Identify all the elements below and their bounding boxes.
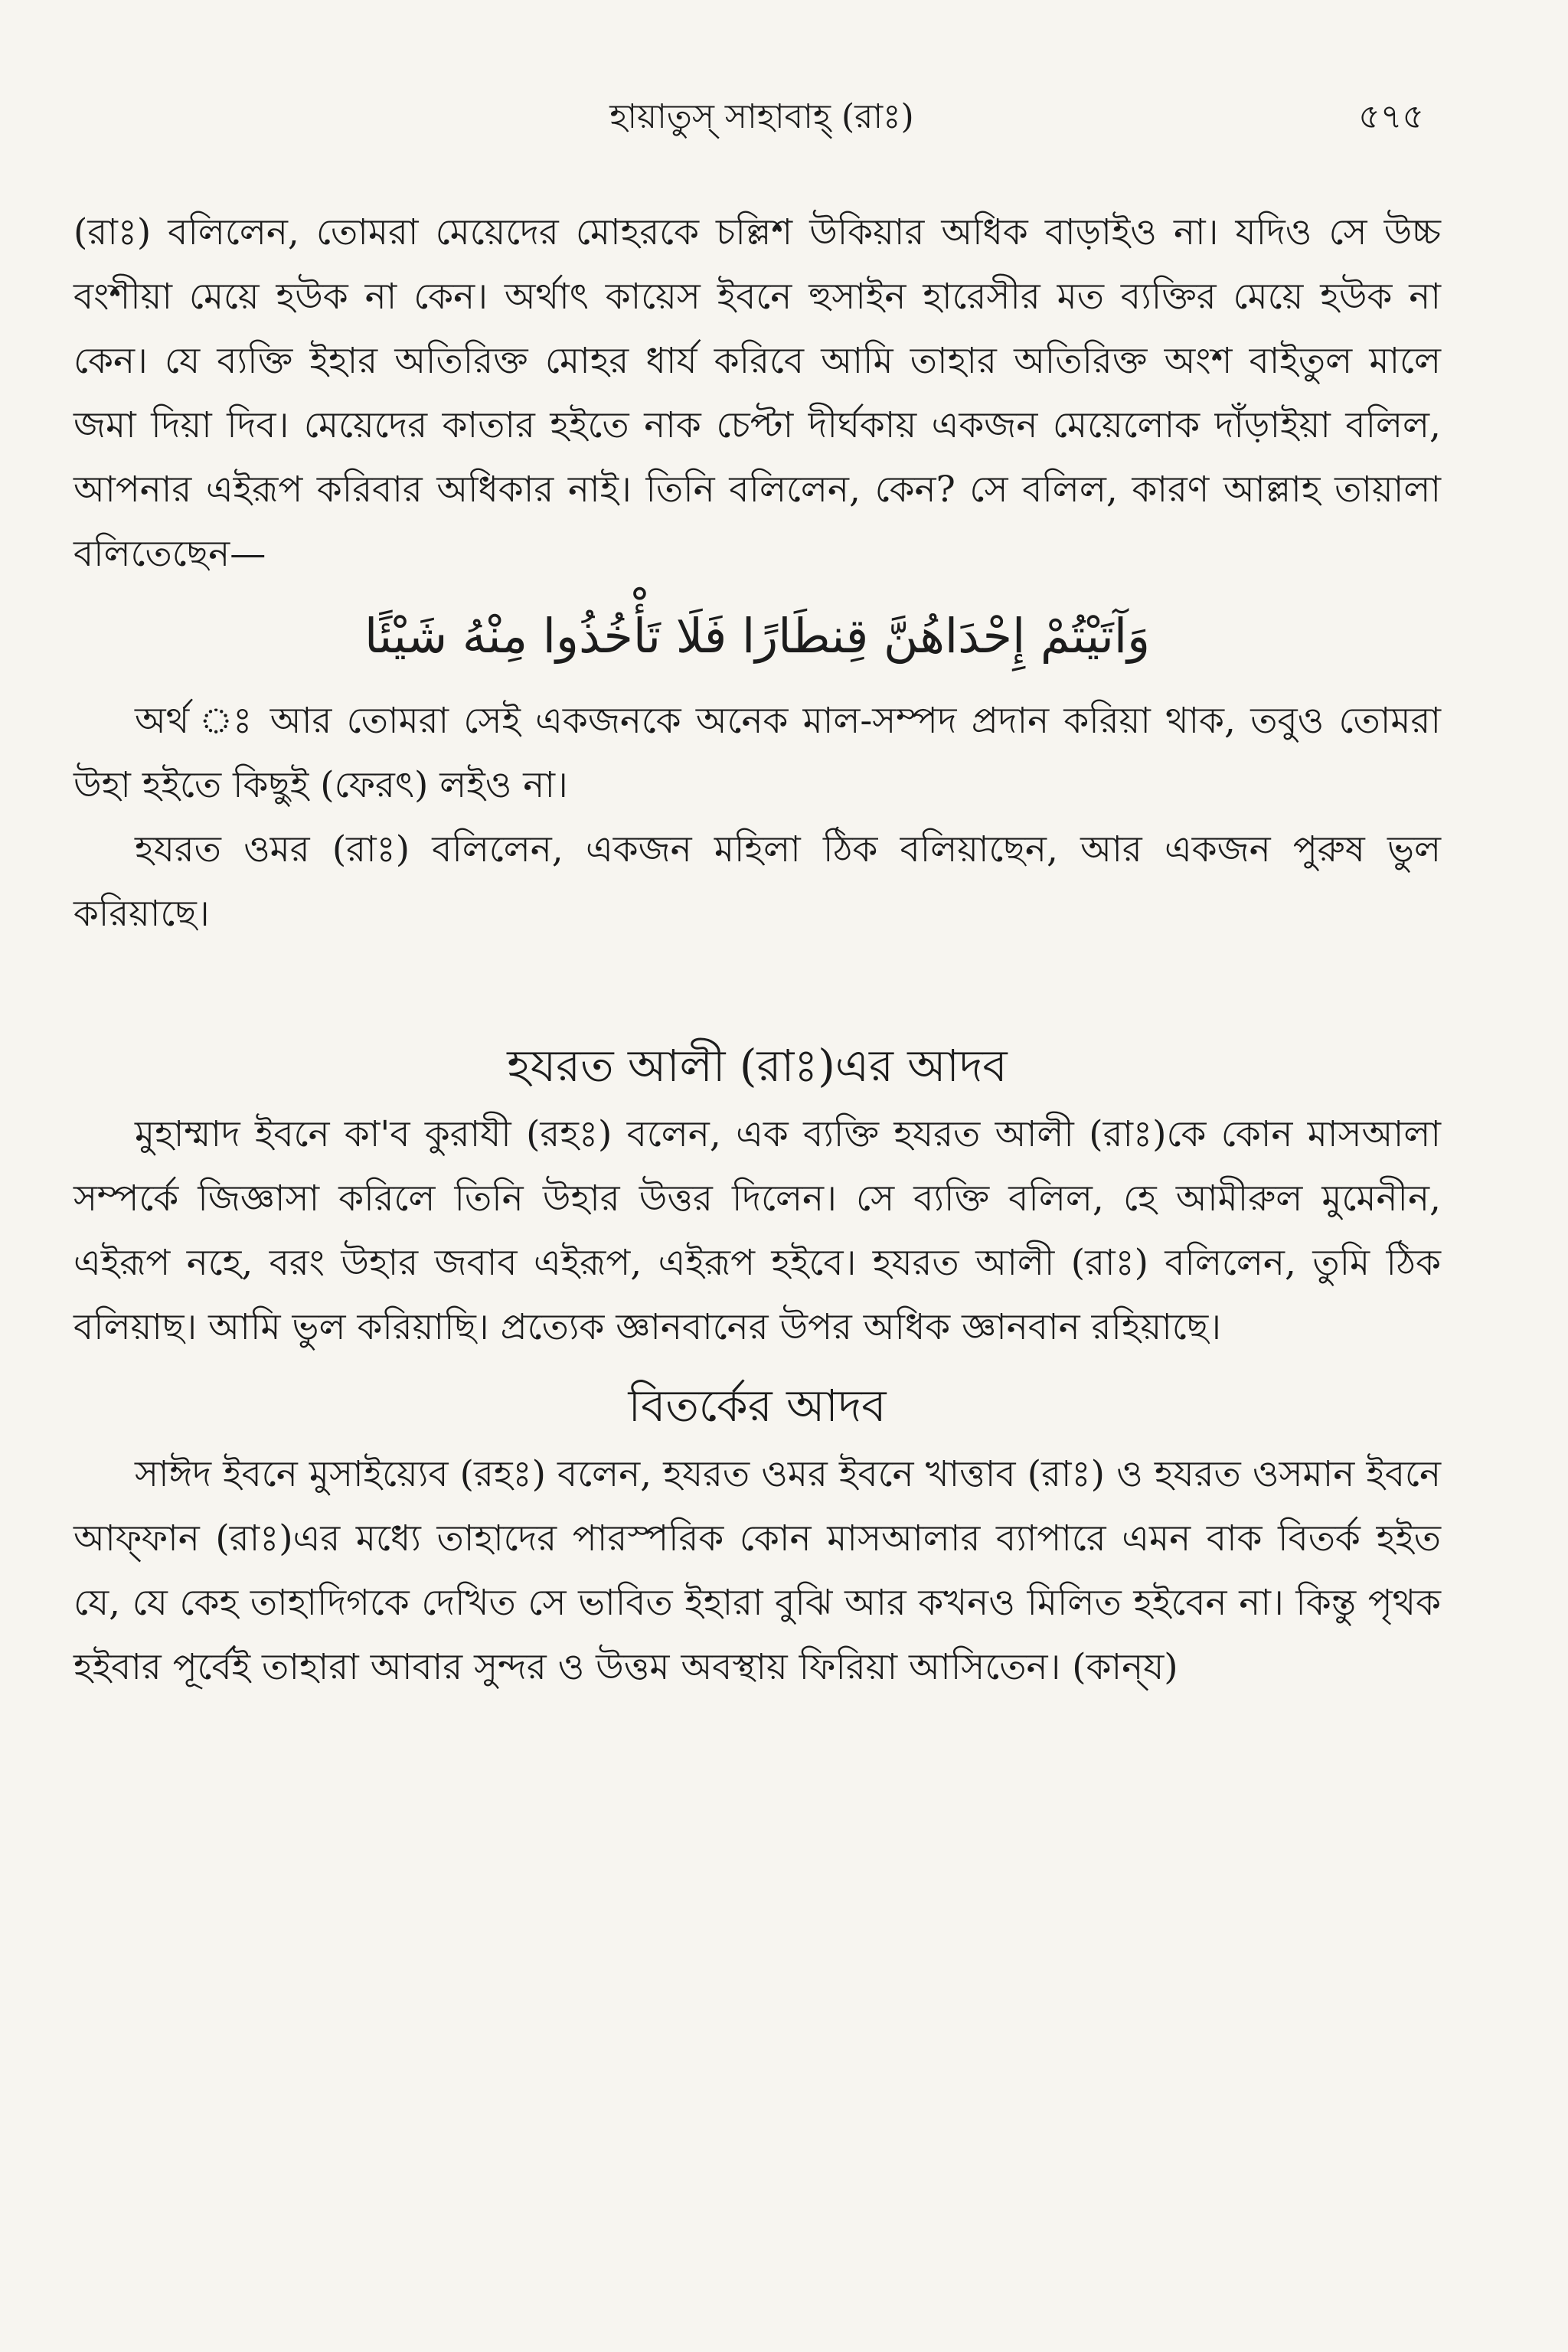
paragraph-translation: অর্থ ঃ আর তোমরা সেই একজনকে অনেক মাল-সম্পদ প্রদান করিয়া থাক, তবুও তোমরা উহা হইতে কিছুই (ফেরৎ) লইও না।	[74, 700, 1441, 806]
running-title: হায়াতুস্ সাহাবাহ্ (রাঃ)	[609, 97, 914, 136]
paragraph-debate-adab: সাঈদ ইবনে মুসাইয়্যেব (রহঃ) বলেন, হযরত ওমর ইবনে খাত্তাব (রাঃ) ও হযরত ওসমান ইবনে আফ্‌ফান (রাঃ)এর মধ্যে তাহাদের পারস্পরিক কোন মাসআলার ব্যাপারে এমন বাক বিতর্ক হইত যে, যে কেহ তাহাদিগকে দেখিত সে ভাবিত ইহারা বুঝি আর কখনও মিলিত হইবেন না। কিন্তু পৃথক হইবার পূর্বেই তাহারা আবার সুন্দর ও উত্তম অবস্থায় ফিরিয়া আসিতেন। (কান্‌য)	[74, 1453, 1441, 1688]
paragraph-umar-remark: হযরত ওমর (রাঃ) বলিলেন, একজন মহিলা ঠিক বলিয়াছেন, আর একজন পুরুষ ভুল করিয়াছে।	[74, 828, 1441, 935]
paragraph-ali-adab: মুহাম্মাদ ইবনে কা'ব কুরাযী (রহঃ) বলেন, এক ব্যক্তি হযরত আলী (রাঃ)কে কোন মাসআলা সম্পর্কে জিজ্ঞাসা করিলে তিনি উহার উত্তর দিলেন। সে ব্যক্তি বলিল, হে আমীরুল মুমেনীন, এইরূপ নহে, বরং উহার জবাব এইরূপ, এইরূপ হইবে। হযরত আলী (রাঃ) বলিলেন, তুমি ঠিক বলিয়াছ। আমি ভুল করিয়াছি। প্রত্যেক জ্ঞানবানের উপর অধিক জ্ঞানবান রহিয়াছে।	[74, 1113, 1441, 1348]
paragraph-continued: (রাঃ) বলিলেন, তোমরা মেয়েদের মোহরকে চল্লিশ উকিয়ার অধিক বাড়াইও না। যদিও সে উচ্চ বংশীয়া মেয়ে হউক না কেন। অর্থাৎ কায়েস ইবনে হুসাইন হারেসীর মত ব্যক্তির মেয়ে হউক না কেন। যে ব্যক্তি ইহার অতিরিক্ত মোহর ধার্য করিবে আমি তাহার অতিরিক্ত অংশ বাইতুল মালে জমা দিয়া দিব। মেয়েদের কাতার হইতে নাক চেপ্টা দীর্ঘকায় একজন মেয়েলোক দাঁড়াইয়া বলিল, আপনার এইরূপ করিবার অধিকার নাই। তিনি বলিলেন, কেন? সে বলিল, কারণ আল্লাহ তায়ালা বলিতেছেন—	[74, 211, 1441, 575]
page-body	[74, 201, 1441, 1700]
page-header	[84, 90, 1439, 144]
page-number: ৫৭৫	[1358, 97, 1424, 136]
arabic-verse: وَآتَيْتُمْ إِحْدَاهُنَّ قِنطَارًا فَلَا تَأْخُذُوا مِنْهُ شَيْئًا	[364, 608, 1151, 664]
section-heading-debate-adab: বিতর্কের আদব	[628, 1380, 887, 1432]
section-heading-ali-adab: হযরত আলী (রাঃ)এর আদব	[507, 1040, 1008, 1092]
